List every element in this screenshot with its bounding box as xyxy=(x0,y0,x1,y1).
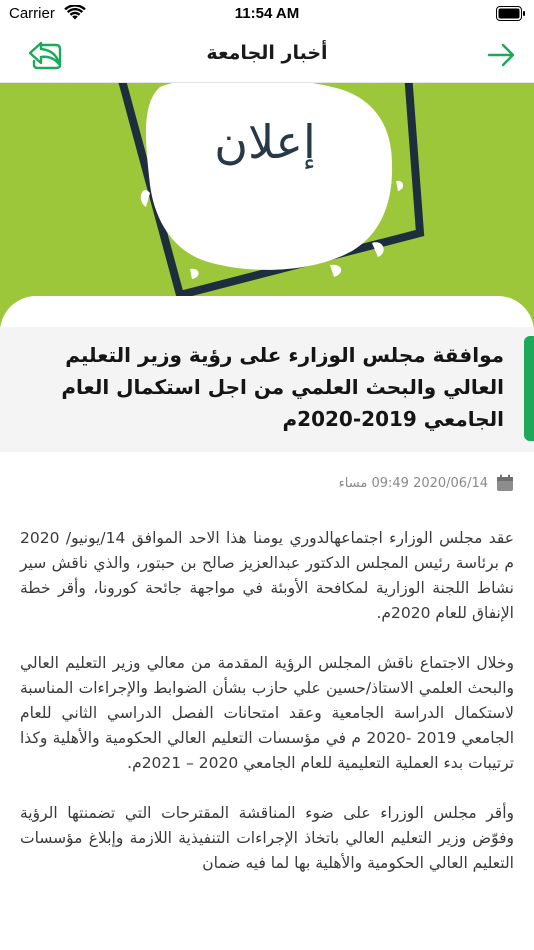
arrow-right-icon[interactable] xyxy=(486,41,518,69)
article-paragraph: وأقر مجلس الوزراء على ضوء المناقشة المقترحات التي تضمنتها الرؤية وفوّض وزير التعليم العالي باتخاذ الإجراءات التنفيذية اللازمة وإبلاغ مؤسسات التعليم العالي الحكومية والأهلية بها لما فيه ضمان xyxy=(20,804,514,872)
article-headline: موافقة مجلس الوزارء على رؤية وزير التعليم العالي والبحث العلمي من اجل استكمال العام الجامعي 2019-2020م xyxy=(61,343,504,431)
page-title: أخبار الجامعة xyxy=(206,42,328,64)
calendar-icon xyxy=(496,474,514,492)
status-bar xyxy=(0,0,534,28)
hero-banner xyxy=(0,83,534,328)
hero-curve xyxy=(0,296,534,328)
article-date: 2020/06/14 09:49 مساء xyxy=(338,475,488,491)
headline-block xyxy=(0,327,534,452)
nav-bar xyxy=(0,28,534,83)
hero-word: إعلان xyxy=(214,115,316,169)
headline-accent-bar xyxy=(524,336,534,441)
article-body xyxy=(20,526,514,901)
battery-icon xyxy=(496,6,526,21)
article-paragraph: وخلال الاجتماع ناقش المجلس الرؤية المقدمة من معالي وزير التعليم العالي والبحث العلمي الاستاذ/حسين علي حازب بشأن الضوابط والإجراءات المناسبة لاستكمال الدراسة الجامعية وعقد امتحانات الفصل الدراسي الثاني للعام الجامعي 2019 -2020 م في مؤسسات التعليم العالي الحكومية والأهلية وكذا ترتيبات بدء العملية التعليمية للعام الجامعي 2020 – 2021م. xyxy=(20,654,514,772)
status-time: 11:54 AM xyxy=(234,5,300,22)
article-meta xyxy=(339,472,514,494)
carrier-label: Carrier xyxy=(9,5,55,22)
article-paragraph: عقد مجلس الوزارء اجتماعهالدوري يومنا هذا الاحد الموافق 14/يونيو/ 2020 م برئاسة رئيس المجلس الدكتور عبدالعزيز صالح بن حبتور، والذي ناقش سير نشاط اللجنة الوزارية لمكافحة الأوبئة في مواجهة جائحة كورونا، وأقر خطة الإنفاق للعام 2020م. xyxy=(20,529,514,622)
